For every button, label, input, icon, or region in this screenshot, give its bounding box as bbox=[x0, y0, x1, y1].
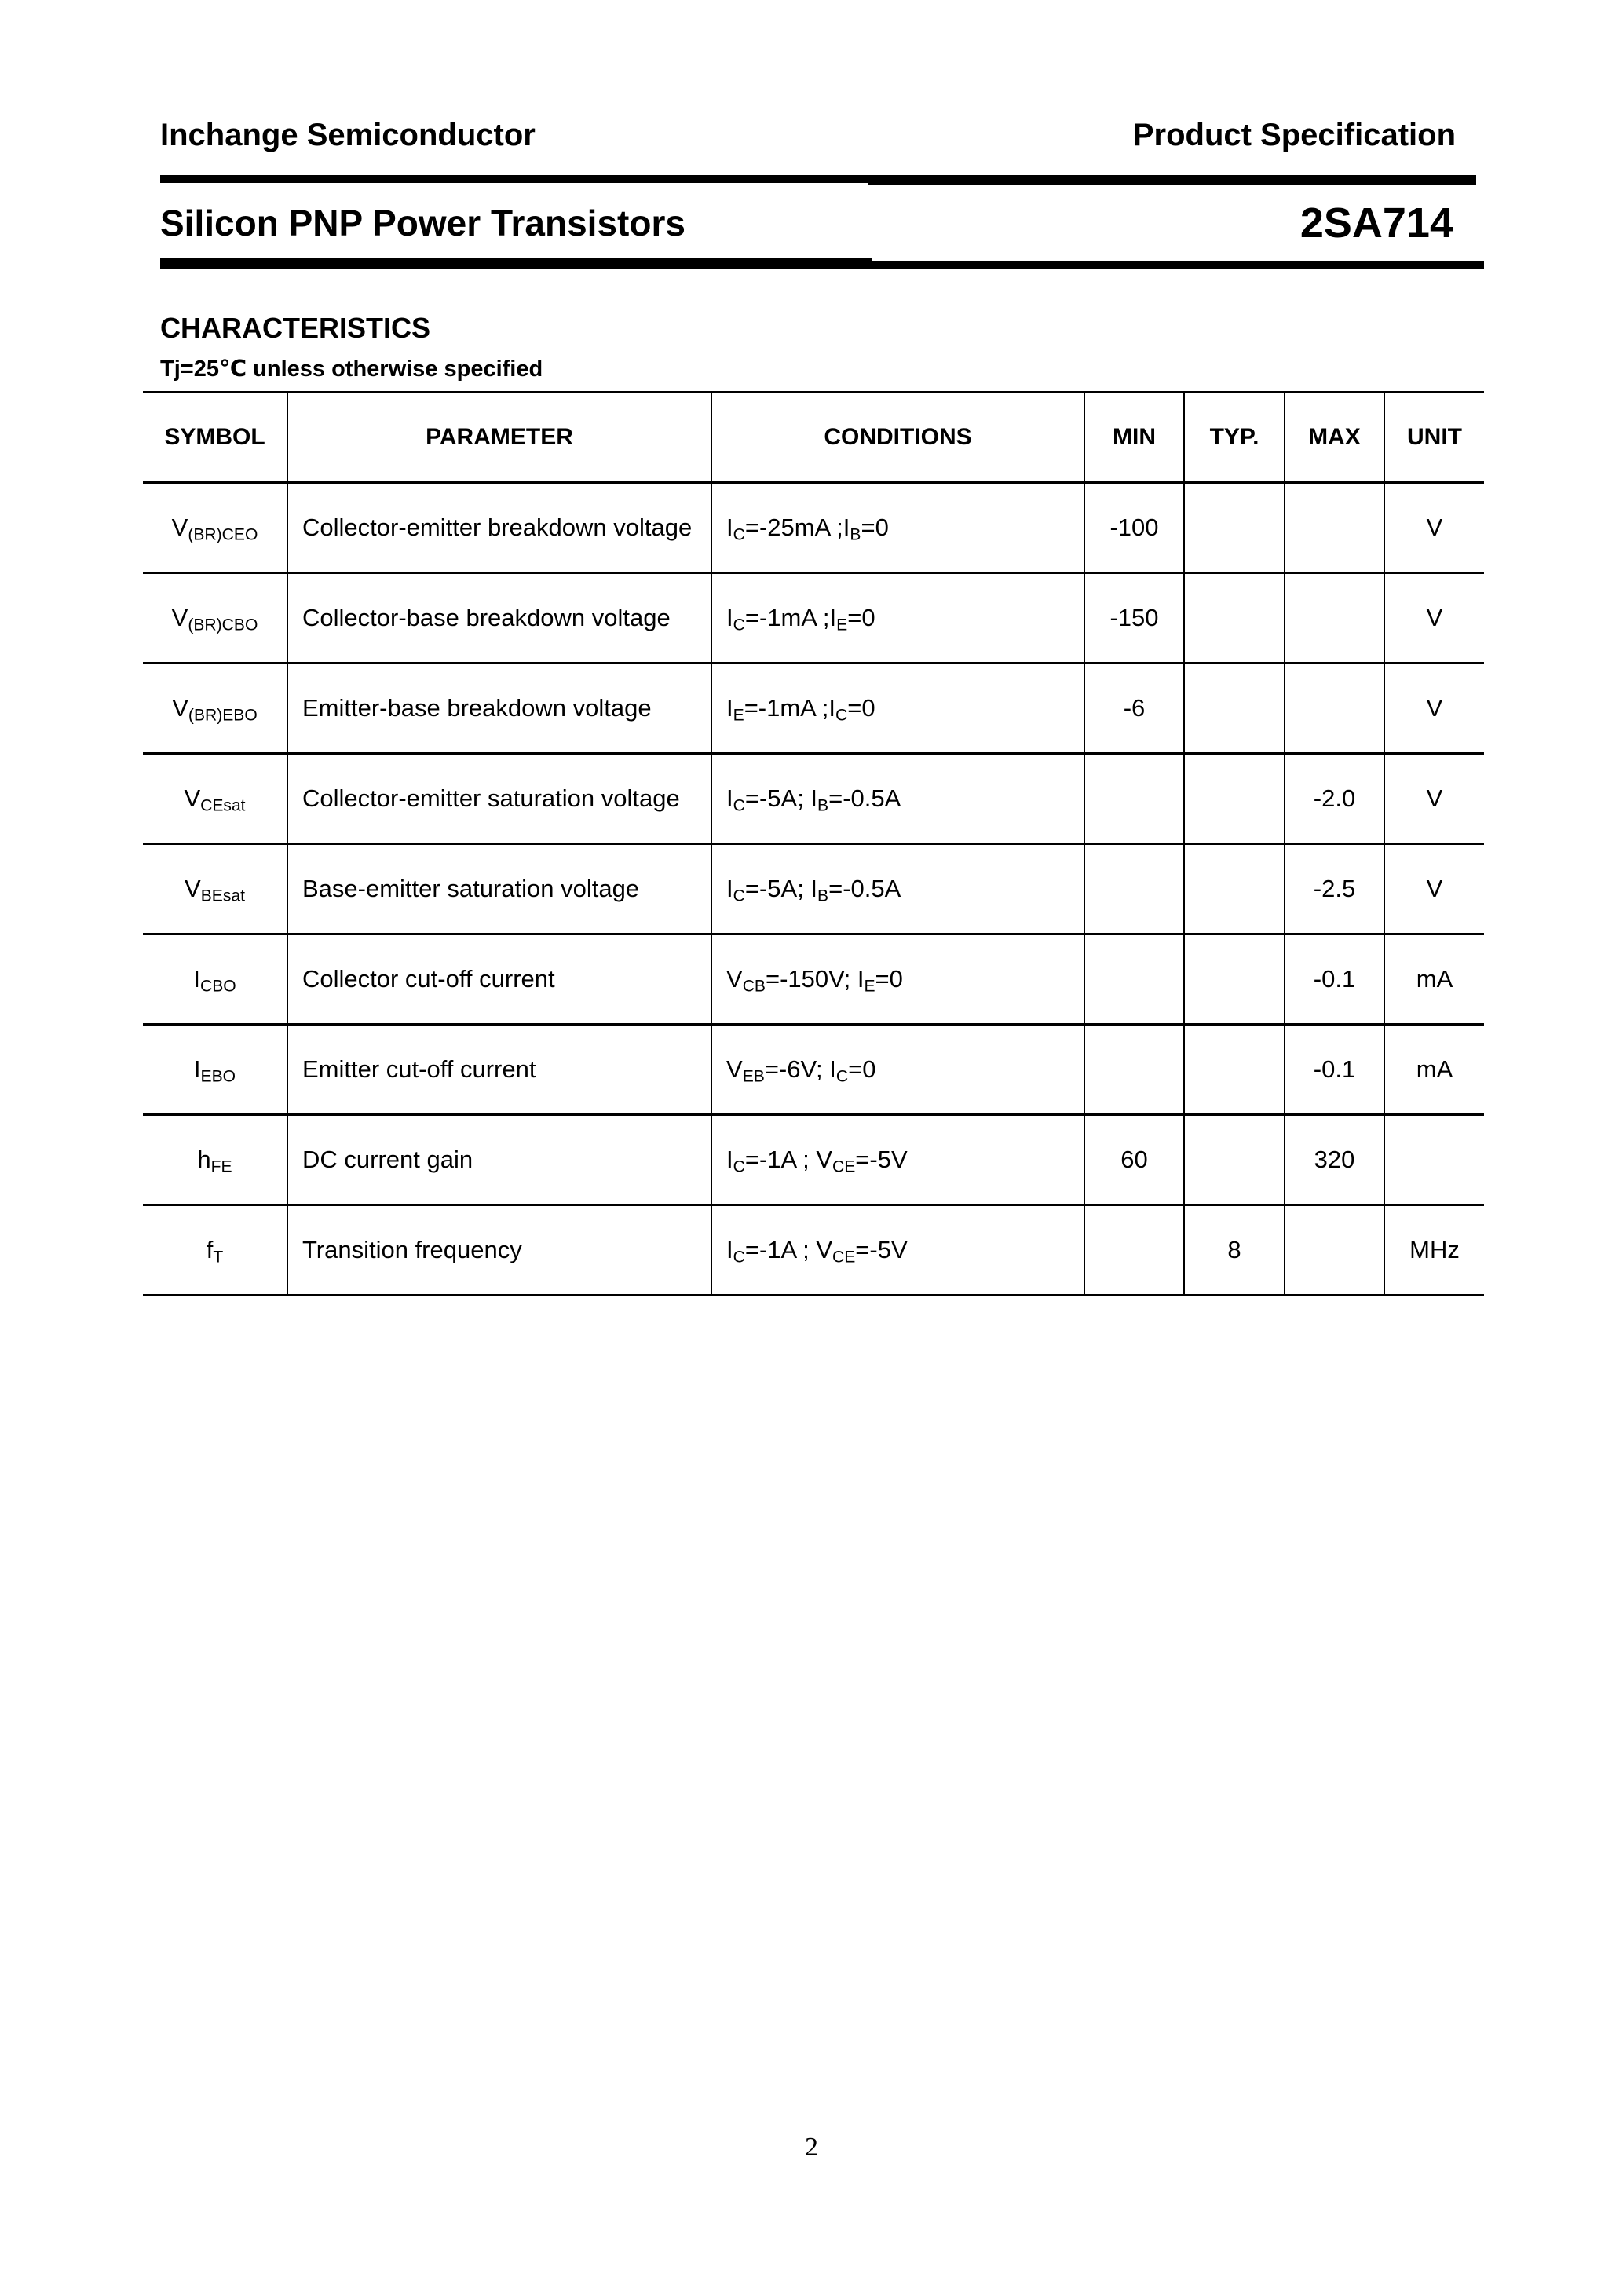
cell-unit: V bbox=[1384, 664, 1484, 754]
condition-text: =0 bbox=[861, 514, 889, 541]
cell-symbol bbox=[143, 1025, 287, 1115]
table-row bbox=[143, 573, 1484, 664]
condition-text: =-0.5A bbox=[828, 875, 901, 902]
cell-max: 320 bbox=[1285, 1115, 1384, 1205]
condition-text: =-1mA ;I bbox=[744, 604, 837, 631]
cell-unit bbox=[1384, 1115, 1484, 1205]
symbol-subscript: BEsat bbox=[200, 887, 245, 905]
condition-subscript: C bbox=[733, 616, 745, 634]
condition-text: V bbox=[726, 1055, 743, 1083]
symbol-subscript: T bbox=[213, 1248, 224, 1267]
cell-typ: 8 bbox=[1184, 1205, 1285, 1296]
table-row bbox=[143, 754, 1484, 844]
condition-text: =-5V bbox=[855, 1146, 908, 1173]
cell-typ bbox=[1184, 573, 1285, 664]
page-number: 2 bbox=[805, 2133, 818, 2162]
condition-subscript: EB bbox=[742, 1067, 765, 1086]
header-rule-top-thin bbox=[868, 183, 1476, 185]
cell-conditions bbox=[711, 754, 1084, 844]
symbol-base: V bbox=[172, 694, 188, 722]
cell-parameter: Base-emitter saturation voltage bbox=[287, 844, 711, 934]
cell-symbol bbox=[143, 483, 287, 573]
condition-text: I bbox=[726, 1146, 733, 1173]
cell-unit: V bbox=[1384, 754, 1484, 844]
cell-conditions bbox=[711, 483, 1084, 573]
symbol-base: I bbox=[193, 965, 200, 993]
condition-text: I bbox=[726, 1236, 733, 1263]
product-title: Silicon PNP Power Transistors bbox=[160, 203, 685, 243]
document-type: Product Specification bbox=[1132, 118, 1456, 152]
symbol-subscript: EBO bbox=[200, 1067, 236, 1086]
condition-subscript: C bbox=[733, 887, 745, 905]
condition-text: =-6V; I bbox=[764, 1055, 836, 1083]
symbol-subscript: FE bbox=[210, 1157, 232, 1176]
condition-text: =0 bbox=[847, 694, 875, 722]
symbol-base: V bbox=[171, 514, 188, 541]
condition-text: =-1A ; V bbox=[744, 1236, 833, 1263]
cell-max: -0.1 bbox=[1285, 1025, 1384, 1115]
section-subtitle: Tj=25℃ unless otherwise specified bbox=[160, 356, 543, 382]
section-title: CHARACTERISTICS bbox=[160, 312, 431, 344]
cell-min bbox=[1084, 1205, 1184, 1296]
condition-subscript: E bbox=[864, 977, 875, 996]
header-rule-bottom bbox=[160, 261, 1484, 269]
cell-max bbox=[1285, 664, 1384, 754]
cell-max bbox=[1285, 483, 1384, 573]
cell-min bbox=[1084, 754, 1184, 844]
condition-subscript: CB bbox=[742, 977, 766, 996]
table-row bbox=[143, 1205, 1484, 1296]
column-header-symbol: SYMBOL bbox=[143, 393, 287, 483]
condition-text: =-5A; I bbox=[744, 875, 818, 902]
condition-subscript: CE bbox=[832, 1248, 856, 1267]
cell-parameter: Emitter cut-off current bbox=[287, 1025, 711, 1115]
condition-text: V bbox=[726, 965, 743, 993]
cell-typ bbox=[1184, 754, 1285, 844]
cell-parameter: Collector-emitter saturation voltage bbox=[287, 754, 711, 844]
cell-symbol bbox=[143, 934, 287, 1025]
condition-text: =-1A ; V bbox=[744, 1146, 833, 1173]
condition-subscript: B bbox=[817, 796, 829, 815]
column-header-typ: TYP. bbox=[1184, 393, 1285, 483]
cell-max: -0.1 bbox=[1285, 934, 1384, 1025]
cell-min bbox=[1084, 844, 1184, 934]
condition-text: I bbox=[726, 514, 733, 541]
cell-typ bbox=[1184, 844, 1285, 934]
cell-symbol bbox=[143, 664, 287, 754]
cell-parameter: Collector cut-off current bbox=[287, 934, 711, 1025]
condition-text: =0 bbox=[848, 1055, 876, 1083]
cell-parameter: DC current gain bbox=[287, 1115, 711, 1205]
condition-text: =-5V bbox=[855, 1236, 908, 1263]
cell-parameter: Transition frequency bbox=[287, 1205, 711, 1296]
cell-min: -100 bbox=[1084, 483, 1184, 573]
cell-conditions bbox=[711, 573, 1084, 664]
header-rule-top bbox=[160, 175, 1476, 183]
condition-text: I bbox=[726, 604, 733, 631]
table-row bbox=[143, 844, 1484, 934]
part-number: 2SA714 bbox=[1299, 199, 1453, 247]
condition-subscript: C bbox=[733, 796, 745, 815]
cell-symbol bbox=[143, 1115, 287, 1205]
condition-subscript: C bbox=[733, 1248, 745, 1267]
condition-text: =0 bbox=[847, 604, 875, 631]
cell-typ bbox=[1184, 664, 1285, 754]
symbol-subscript: (BR)EBO bbox=[188, 706, 258, 725]
condition-subscript: C bbox=[835, 1067, 849, 1086]
cell-max: -2.5 bbox=[1285, 844, 1384, 934]
table-row bbox=[143, 664, 1484, 754]
cell-max bbox=[1285, 573, 1384, 664]
symbol-base: V bbox=[185, 875, 201, 902]
cell-unit: V bbox=[1384, 573, 1484, 664]
cell-conditions bbox=[711, 664, 1084, 754]
cell-unit: V bbox=[1384, 483, 1484, 573]
condition-text: I bbox=[726, 784, 733, 812]
cell-min: -150 bbox=[1084, 573, 1184, 664]
condition-text: =0 bbox=[875, 965, 903, 993]
symbol-base: V bbox=[171, 604, 188, 631]
condition-subscript: CE bbox=[832, 1157, 856, 1176]
cell-unit: MHz bbox=[1384, 1205, 1484, 1296]
characteristics-table bbox=[143, 391, 1484, 1296]
condition-subscript: E bbox=[836, 616, 848, 634]
cell-symbol bbox=[143, 844, 287, 934]
condition-text: =-150V; I bbox=[765, 965, 865, 993]
cell-conditions bbox=[711, 1115, 1084, 1205]
condition-subscript: C bbox=[733, 525, 745, 544]
cell-max bbox=[1285, 1205, 1384, 1296]
symbol-base: f bbox=[206, 1236, 214, 1263]
cell-min bbox=[1084, 934, 1184, 1025]
table-row bbox=[143, 1115, 1484, 1205]
cell-conditions bbox=[711, 934, 1084, 1025]
condition-text: =-25mA ;I bbox=[744, 514, 850, 541]
cell-min: -6 bbox=[1084, 664, 1184, 754]
column-header-parameter: PARAMETER bbox=[287, 393, 711, 483]
cell-unit: mA bbox=[1384, 1025, 1484, 1115]
symbol-subscript: (BR)CBO bbox=[188, 616, 258, 634]
cell-conditions bbox=[711, 1205, 1084, 1296]
cell-parameter: Collector-emitter breakdown voltage bbox=[287, 483, 711, 573]
condition-text: =-5A; I bbox=[744, 784, 818, 812]
condition-text: I bbox=[726, 694, 733, 722]
table-row bbox=[143, 1025, 1484, 1115]
cell-typ bbox=[1184, 483, 1285, 573]
condition-text: =-0.5A bbox=[828, 784, 901, 812]
column-header-min: MIN bbox=[1084, 393, 1184, 483]
cell-typ bbox=[1184, 934, 1285, 1025]
condition-subscript: E bbox=[733, 706, 744, 725]
table-row bbox=[143, 483, 1484, 573]
cell-min bbox=[1084, 1025, 1184, 1115]
cell-typ bbox=[1184, 1025, 1285, 1115]
cell-conditions bbox=[711, 1025, 1084, 1115]
company-name: Inchange Semiconductor bbox=[160, 118, 536, 152]
symbol-subscript: (BR)CEO bbox=[188, 525, 258, 544]
symbol-base: V bbox=[184, 784, 201, 812]
condition-subscript: C bbox=[733, 1157, 745, 1176]
symbol-base: I bbox=[193, 1055, 201, 1083]
table-header-row bbox=[143, 393, 1484, 483]
cell-parameter: Emitter-base breakdown voltage bbox=[287, 664, 711, 754]
cell-max: -2.0 bbox=[1285, 754, 1384, 844]
cell-parameter: Collector-base breakdown voltage bbox=[287, 573, 711, 664]
symbol-subscript: CBO bbox=[199, 977, 236, 996]
column-header-max: MAX bbox=[1285, 393, 1384, 483]
condition-text: =-1mA ;I bbox=[744, 694, 835, 722]
cell-unit: V bbox=[1384, 844, 1484, 934]
cell-symbol bbox=[143, 1205, 287, 1296]
symbol-subscript: CEsat bbox=[200, 796, 246, 815]
condition-text: I bbox=[726, 875, 733, 902]
cell-typ bbox=[1184, 1115, 1285, 1205]
cell-conditions bbox=[711, 844, 1084, 934]
symbol-base: h bbox=[197, 1146, 211, 1173]
cell-unit: mA bbox=[1384, 934, 1484, 1025]
column-header-unit: UNIT bbox=[1384, 393, 1484, 483]
condition-subscript: B bbox=[850, 525, 861, 544]
cell-min: 60 bbox=[1084, 1115, 1184, 1205]
column-header-conditions: CONDITIONS bbox=[711, 393, 1084, 483]
cell-symbol bbox=[143, 754, 287, 844]
cell-symbol bbox=[143, 573, 287, 664]
condition-subscript: B bbox=[817, 887, 829, 905]
condition-subscript: C bbox=[835, 706, 848, 725]
table-row bbox=[143, 934, 1484, 1025]
